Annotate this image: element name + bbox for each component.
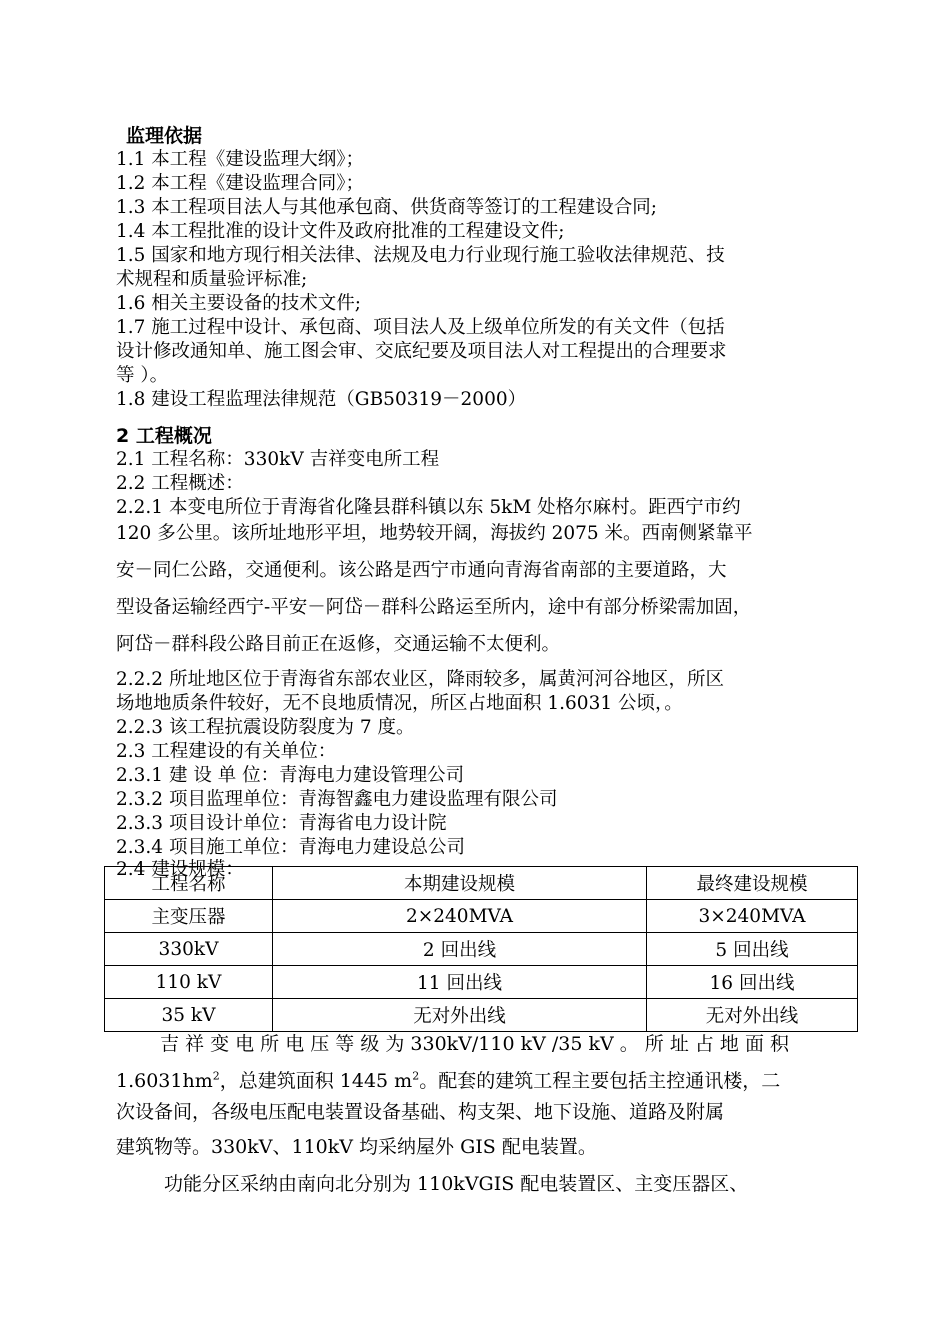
paragraph-line: 2.2.1 本变电所位于青海省化隆县群科镇以东 5kM 处格尔麻村。距西宁市约 <box>116 497 741 518</box>
table-row <box>105 999 858 1032</box>
table-cell: 2 回出线 <box>273 933 647 966</box>
construction-scale-table <box>104 866 858 1032</box>
text-fragment: 。配套的建筑工程主要包括主控通讯楼，二 <box>419 1070 781 1092</box>
section-2-title: 2 工程概况 <box>116 425 212 447</box>
superscript: 2 <box>212 1069 220 1083</box>
paragraph-line: 次设备间，各级电压配电装置设备基础、构支架、地下设施、道路及附属 <box>116 1101 725 1123</box>
list-item: 等 ）。 <box>116 365 169 386</box>
table-cell: 330kV <box>105 933 273 966</box>
list-item: 1.3 本工程项目法人与其他承包商、供货商等签订的工程建设合同; <box>116 197 658 218</box>
paragraph-line: 吉 祥 变 电 所 电 压 等 级 为 330kV/110 kV /35 kV 。 所 址 占 地 面 积 <box>160 1033 790 1055</box>
header-cell: 本期建设规模 <box>273 867 647 900</box>
list-item: 1.6 相关主要设备的技术文件; <box>116 293 362 314</box>
text-fragment: ，总建筑面积 1445 m <box>219 1070 413 1092</box>
list-item: 设计修改通知单、施工图会审、交底纪要及项目法人对工程提出的合理要求 <box>116 341 727 362</box>
paragraph-line: 安－同仁公路，交通便利。该公路是西宁市通向青海省南部的主要道路，大 <box>116 560 727 581</box>
table-row <box>105 900 858 933</box>
table-cell: 110 kV <box>105 966 273 999</box>
section-1-title: 监理依据 <box>126 125 203 147</box>
superscript: 2 <box>412 1069 420 1083</box>
list-item: 术规程和质量验评标准; <box>116 269 308 290</box>
table-row <box>105 966 858 999</box>
header-cell: 最终建设规模 <box>647 867 858 900</box>
units-heading: 2.3 工程建设的有关单位： <box>116 741 337 762</box>
unit-line: 2.3.1 建 设 单 位：青海电力建设管理公司 <box>116 765 465 786</box>
paragraph-line: 120 多公里。该所址地形平坦，地势较开阔，海拔约 2075 米。西南侧紧靠平 <box>116 523 753 544</box>
unit-line: 2.3.4 项目施工单位：青海电力建设总公司 <box>116 837 465 858</box>
paragraph-line <box>116 1069 780 1093</box>
list-item: 1.7 施工过程中设计、承包商、项目法人及上级单位所发的有关文件（包括 <box>116 317 725 338</box>
overview-heading: 2.2 工程概述： <box>116 473 244 494</box>
table-row <box>105 933 858 966</box>
table-cell: 无对外出线 <box>647 999 858 1032</box>
list-item: 1.1 本工程《建设监理大纲》； <box>116 149 365 170</box>
paragraph-line: 场地地质条件较好，无不良地质情况，所区占地面积 1.6031 公顷，。 <box>116 693 683 714</box>
unit-line: 2.3.3 项目设计单位：青海省电力设计院 <box>116 813 447 834</box>
list-item: 1.8 建设工程监理法律规范（GB50319－2000） <box>116 389 527 410</box>
table-cell: 11 回出线 <box>273 966 647 999</box>
table-cell: 5 回出线 <box>647 933 858 966</box>
paragraph-line: 型设备运输经西宁-平安－阿岱－群科公路运至所内，途中有部分桥梁需加固， <box>116 597 752 618</box>
list-item: 1.5 国家和地方现行相关法律、法规及电力行业现行施工验收法律规范、技 <box>116 245 725 266</box>
table-cell: 主变压器 <box>105 900 273 933</box>
project-name-line: 2.1 工程名称：330kV 吉祥变电所工程 <box>116 449 440 470</box>
scale-heading: 2.4 建设规模： <box>116 859 244 880</box>
paragraph-line: 功能分区采纳由南向北分别为 110kVGIS 配电装置区、主变压器区、 <box>164 1173 749 1195</box>
list-item: 1.2 本工程《建设监理合同》； <box>116 173 365 194</box>
header-cell: 工程名称 <box>105 867 273 900</box>
table-cell: 2×240MVA <box>273 900 647 933</box>
unit-line: 2.3.2 项目监理单位：青海智鑫电力建设监理有限公司 <box>116 789 558 810</box>
paragraph-line: 建筑物等。330kV、110kV 均采纳屋外 GIS 配电装置。 <box>116 1136 597 1158</box>
seismic-line: 2.2.3 该工程抗震设防裂度为 7 度。 <box>116 717 415 738</box>
paragraph-line: 2.2.2 所址地区位于青海省东部农业区，降雨较多，属黄河河谷地区，所区 <box>116 669 724 690</box>
table-cell: 16 回出线 <box>647 966 858 999</box>
table-header-row <box>105 867 858 900</box>
paragraph-line: 阿岱－群科段公路目前正在返修，交通运输不太便利。 <box>116 634 561 655</box>
table-cell: 无对外出线 <box>273 999 647 1032</box>
table-cell: 35 kV <box>105 999 273 1032</box>
list-item: 1.4 本工程批准的设计文件及政府批准的工程建设文件; <box>116 221 565 242</box>
table-cell: 3×240MVA <box>647 900 858 933</box>
text-fragment: 1.6031hm <box>116 1070 213 1092</box>
